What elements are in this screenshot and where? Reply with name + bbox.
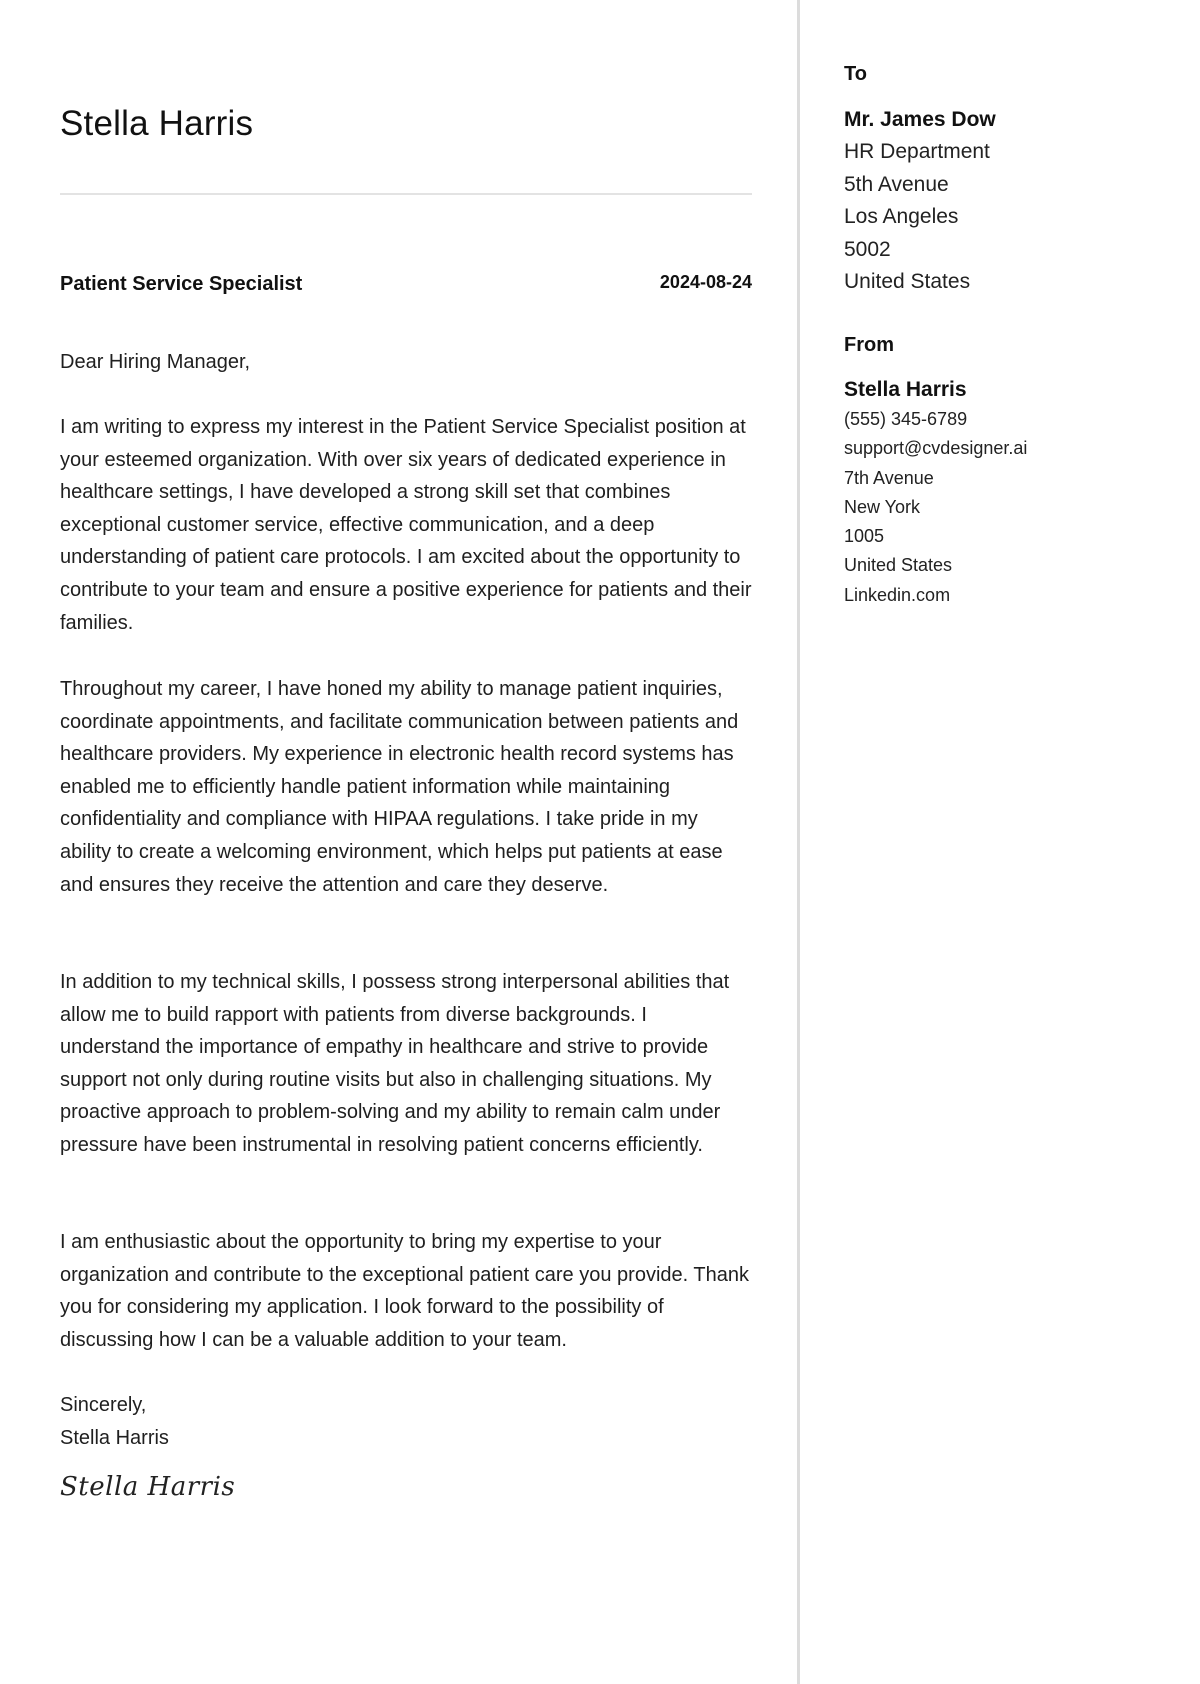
sender-city: New York [844,496,921,517]
recipient-street: 5th Avenue [844,172,949,196]
paragraph-3: In addition to my technical skills, I possess strong interpersonal abilities that allow me to build rapport with patients from diverse backgrounds. I understand the importance of empathy in healthcare and strive to provide support not only during routine visits but also in challenging situations. My proactive approach to problem-solving and my ability to remain calm under pressure have been instrumental in resolving patient concerns efficiently. [60,971,730,1156]
column-divider [797,0,800,1684]
paragraph-4: I am enthusiastic about the opportunity to bring my expertise to your organization and contribute to the exceptional patient care you provide. Thank you for considering my application. I look forward to the possibility of discussing how I can be a valuable addition to your team. [60,1231,749,1351]
recipient-city: Los Angeles [844,205,959,229]
salutation: Dear Hiring Manager, [60,351,251,373]
recipient-postal-code: 5002 [844,237,891,261]
recipient-department: HR Department [844,140,990,163]
sender-country: United States [844,555,953,576]
sender-street: 7th Avenue [844,467,934,488]
sender-name-title: Stella Harris [60,104,254,143]
handwritten-signature: Stella Harris [60,1472,236,1502]
from-heading: From [844,334,894,356]
closing: Sincerely, [60,1394,147,1416]
header-divider [60,193,752,195]
recipient-country: United States [844,270,971,294]
to-heading: To [844,63,867,85]
from-name: Stella Harris [844,378,967,401]
closing-name: Stella Harris [60,1427,169,1449]
paragraph-2: Throughout my career, I have honed my ability to manage patient inquiries, coordinate appointments, and facilitate communication between patients and healthcare providers. My experience in electronic health record systems has enabled me to efficiently handle patient information while maintaining confidentiality and compliance with HIPAA regulations. I take pride in my ability to create a welcoming environment, which helps put patients at ease and ensures they receive the attention and care they deserve. [60,678,739,896]
paragraph-1: I am writing to express my interest in the Patient Service Specialist position at your esteemed organization. With over six years of dedicated experience in healthcare settings, I have developed a strong skill set that combines exceptional customer service, effective communication, and a deep understanding of patient care protocols. I am excited about the opportunity to contribute to your team and ensure a positive experience for patients and their families. [60,416,752,634]
sender-email: support@cvdesigner.ai [844,438,1028,459]
recipient-address [844,136,990,299]
letter-date: 2024-08-24 [659,272,752,292]
sender-linkedin: Linkedin.com [844,584,951,605]
job-title: Patient Service Specialist [60,273,303,295]
sender-postal-code: 1005 [844,526,885,547]
sender-contact [844,405,1027,610]
recipient-name: Mr. James Dow [844,108,996,131]
sender-phone: (555) 345-6789 [844,409,968,429]
